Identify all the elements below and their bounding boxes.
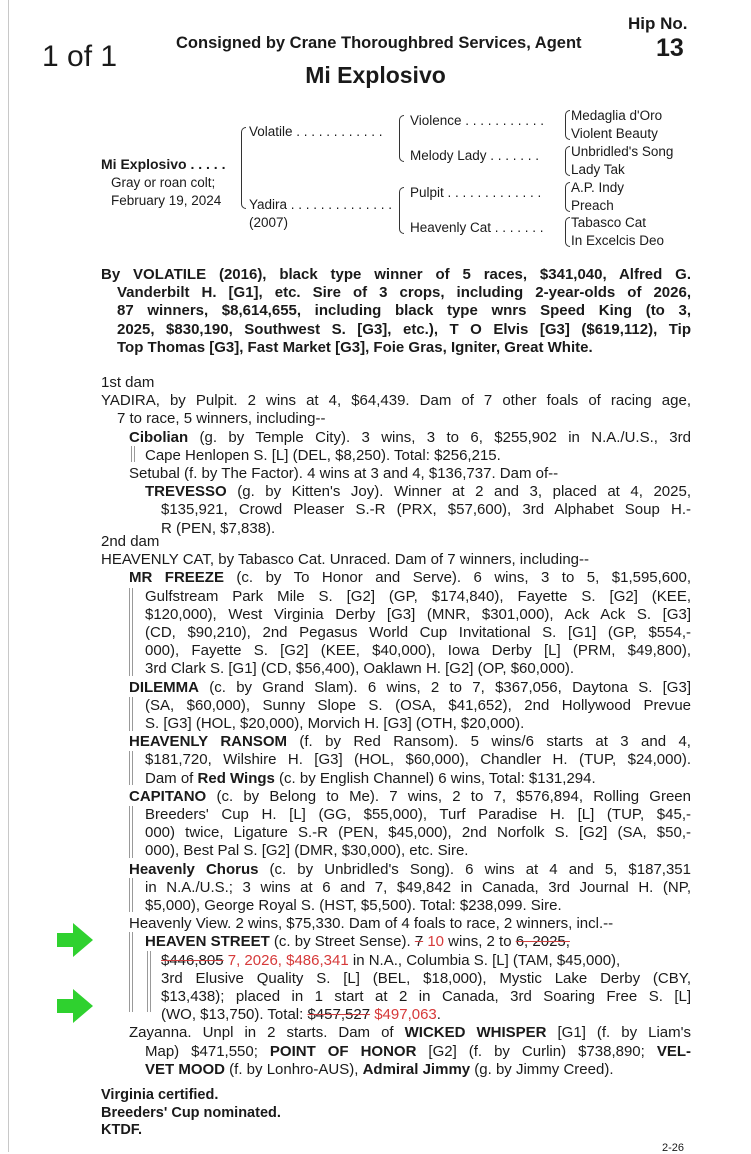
produce-text: (g. by Kitten's Joy). Winner at 2 and 3, placed at 4, 2025,: [226, 483, 691, 501]
updated-value: 10: [423, 933, 445, 951]
produce-text: (f. by Red Ransom). 5 wins/6 starts at 3 and 4,: [286, 733, 691, 751]
struck-value: $446,805: [161, 951, 224, 969]
produce-text-line: [101, 1043, 691, 1061]
produce-text-line: Cape Henlopen S. [L] (DEL, $8,250). Total: $256,215.: [145, 446, 501, 464]
produce-text: wins, 2 to: [444, 933, 516, 951]
arrow-right-icon: [57, 923, 93, 957]
horse-name: TREVESSO: [145, 483, 227, 501]
produce-text-line: Breeders' Cup H. [L] (GG, $55,000), Turf Paradise H. [L] (TUP, $45,-: [145, 806, 691, 824]
produce-text: (WO, $13,750). Total:: [161, 1006, 308, 1024]
pedigree-g6: Preach: [571, 198, 614, 213]
horse-name: VET MOOD: [145, 1060, 226, 1078]
produce-text-line: $13,438); placed in 1 start at 2 in Canada, 3rd Soaring Free S. [L]: [161, 988, 691, 1006]
produce-text: Map) $471,550;: [145, 1042, 270, 1060]
produce-text-line: $135,921, Crowd Pleaser S.-R (PRX, $57,600), 3rd Alphabet Soup H.-: [161, 501, 691, 519]
pedigree-sire-sire: Violence . . . . . . . . . . .: [410, 113, 545, 128]
updated-value: $497,063: [370, 1006, 437, 1024]
pedigree-brace-1: [241, 127, 246, 209]
produce-text: (g. by Temple City). 3 wins, 3 to 6, $255,902 in N.A./U.S., 3rd: [188, 428, 691, 446]
pedigree-dam: Yadira . . . . . . . . . . . . . .: [249, 197, 393, 212]
page-code: 2-26: [662, 1142, 685, 1154]
struck-value: 6, 2025,: [515, 933, 570, 951]
produce-text-line: [101, 1061, 691, 1079]
horse-name: CAPITANO: [129, 787, 207, 805]
pedigree-brace-5: [565, 146, 570, 176]
indent-bar: [129, 751, 133, 785]
produce-text: Zayanna. Unpl in 2 starts. Dam of: [129, 1024, 405, 1042]
produce-zayanna: [101, 1024, 691, 1042]
produce-heaven-street: [101, 933, 691, 951]
indent-bar: [147, 951, 151, 1012]
produce-text: (f. by Lonhro-AUS),: [225, 1060, 363, 1078]
footer-line: Virginia certified.: [101, 1087, 219, 1103]
sire-summary-line: By VOLATILE (2016), black type winner of 5 races, $341,040, Alfred G.: [101, 266, 691, 283]
page-left-border: [8, 0, 9, 1152]
first-dam-line: YADIRA, by Pulpit. 2 wins at 4, $64,439. Dam of 7 other foals of racing age,: [101, 392, 691, 410]
indent-bar: [131, 446, 135, 462]
produce-capitano: [101, 788, 691, 806]
produce-text-line: $120,000), West Virginia Derby [G3] (MNR, $301,000), Ack Ack S. [G3]: [145, 605, 691, 623]
produce-text-line: 3rd Elusive Quality S. [L] (BEL, $18,000), Mystic Lake Derby (CBY,: [161, 969, 691, 987]
produce-heavenly-chorus: [101, 861, 691, 879]
page-indicator: 1 of 1: [42, 40, 118, 73]
produce-text-line: 3rd Clark S. [G1] (CD, $56,400), Oaklawn H. [G2] (OP, $60,000).: [145, 660, 575, 678]
first-dam-heading: 1st dam: [101, 374, 155, 391]
pedigree-brace-3: [399, 187, 404, 234]
produce-heavenly-ransom: [101, 733, 691, 751]
horse-name: POINT OF HONOR: [269, 1042, 417, 1060]
horse-name: Cibolian: [129, 428, 189, 446]
footer-line: Breeders' Cup nominated.: [101, 1104, 281, 1121]
second-dam-section: [101, 533, 691, 1079]
first-dam-line: 7 to race, 5 winners, including--: [117, 410, 326, 428]
pedigree-brace-4: [565, 110, 570, 140]
sire-summary-line: Vanderbilt H. [G1], etc. Sire of 3 crops, including 2-year-olds of 2026,: [117, 284, 691, 302]
horse-name-title: Mi Explosivo: [305, 62, 446, 88]
pedigree-brace-7: [565, 217, 570, 247]
produce-text-line: [101, 952, 691, 970]
horse-name: VEL-: [656, 1042, 691, 1060]
pedigree-brace-6: [565, 182, 570, 212]
indent-bar: [129, 697, 133, 731]
pedigree-g3: Unbridled's Song: [571, 144, 674, 159]
consignor-line: Consigned by Crane Thoroughbred Services, Agent: [176, 34, 582, 52]
struck-value: 7: [414, 933, 424, 951]
sire-summary-line: 87 winners, $8,614,655, including black type wnrs Speed King (to 3,: [117, 302, 691, 320]
pedigree-brace-2: [399, 115, 404, 162]
horse-name: WICKED WHISPER: [404, 1024, 547, 1042]
produce-trevesso: [101, 483, 691, 501]
footer-line: KTDF.: [101, 1122, 143, 1138]
produce-text-line: $5,000), George Royal S. (HST, $5,500). Total: $238,099. Sire.: [145, 897, 562, 915]
produce-text-line: Gulfstream Park Mile S. [G2] (GP, $174,840), Fayette S. [G2] (KEE,: [145, 587, 691, 605]
first-dam-section: [101, 374, 691, 538]
produce-text-line: $181,720, Wilshire H. [G3] (HOL, $60,000), Chandler H. (TUP, $24,000).: [145, 751, 691, 769]
hip-label: Hip No.: [628, 14, 688, 33]
indent-bar: [129, 588, 133, 676]
produce-text-line: [101, 770, 691, 788]
pedigree-g1: Medaglia d'Oro: [571, 108, 663, 123]
pedigree-dam-year: (2007): [249, 215, 289, 230]
produce-text: .: [436, 1006, 441, 1024]
arrow-right-icon: [57, 989, 93, 1023]
produce-text-line: 000), Fayette S. [G2] (KEE, $40,000), Iowa Derby [L] (PRM, $49,800),: [145, 642, 691, 660]
produce-text: (c. by Street Sense).: [269, 933, 415, 951]
produce-heavenly-view: Heavenly View. 2 wins, $75,330. Dam of 4 foals to race, 2 winners, incl.--: [129, 915, 614, 933]
struck-value: $457,527: [307, 1006, 371, 1024]
produce-text: in N.A., Columbia S. [L] (TAM, $45,000),: [348, 951, 621, 969]
produce-text: [G2] (f. by Curlin) $738,890;: [416, 1042, 657, 1060]
horse-name: Admiral Jimmy: [362, 1060, 471, 1078]
sire-summary: [101, 266, 691, 357]
produce-setubal: Setubal (f. by The Factor). 4 wins at 3 and 4, $136,737. Dam of--: [129, 465, 559, 483]
produce-text: [G1] (f. by Liam's: [546, 1024, 691, 1042]
produce-text: (c. by Belong to Me). 7 wins, 2 to 7, $576,894, Rolling Green: [206, 787, 691, 805]
pedigree-subject-desc: Gray or roan colt;: [111, 175, 216, 190]
sire-summary-line: Top Thomas [G3], Fast Market [G3], Foie Gras, Igniter, Great White.: [117, 338, 593, 356]
updated-value: 7, 2026, $486,341: [223, 951, 349, 969]
sire-summary-line: 2025, $830,190, Southwest S. [G3], etc.), T O Elvis [G3] ($619,112), Tip: [117, 320, 691, 338]
horse-name: Red Wings: [197, 769, 275, 787]
produce-text: (c. by English Channel) 6 wins, Total: $131,294.: [274, 769, 596, 787]
produce-text-line: (CD, $90,210), 2nd Pegasus World Cup Invitational S. [G1] (GP, $554,-: [145, 624, 691, 642]
produce-text: (g. by Jimmy Creed).: [470, 1060, 614, 1078]
produce-dilemma: [101, 679, 691, 697]
pedigree-sire: Volatile . . . . . . . . . . . .: [249, 124, 383, 139]
second-dam-heading: 2nd dam: [101, 533, 160, 550]
pedigree-subject: Mi Explosivo . . . . .: [101, 156, 226, 172]
produce-text: Dam of: [145, 769, 198, 787]
horse-name: MR FREEZE: [129, 569, 224, 587]
hip-number: 13: [656, 34, 684, 62]
pedigree-g8: In Excelcis Deo: [571, 233, 665, 248]
produce-text-line: 000), Best Pal S. [G2] (DMR, $30,000), etc. Sire.: [145, 842, 469, 860]
produce-cibolian: [101, 429, 691, 447]
produce-text-line: in N.A./U.S.; 3 wins at 6 and 7, $49,842 in Canada, 3rd Journal H. (NP,: [145, 878, 691, 896]
pedigree-g7: Tabasco Cat: [571, 215, 647, 230]
produce-text-line: R (PEN, $7,838).: [161, 519, 276, 537]
horse-name: HEAVENLY RANSOM: [129, 733, 287, 751]
produce-text-line: 000) twice, Ligature S.-R (PEN, $45,000), 2nd Norfolk S. [G2] (SA, $50,-: [145, 824, 691, 842]
produce-text-line: [101, 1006, 691, 1024]
produce-text: (c. by To Honor and Serve). 6 wins, 3 to 5, $1,595,600,: [223, 569, 691, 587]
indent-bar: [129, 932, 133, 1012]
footer-notes: [101, 1087, 281, 1140]
pedigree-dam-dam: Heavenly Cat . . . . . . .: [410, 220, 544, 235]
pedigree-dam-sire: Pulpit . . . . . . . . . . . . .: [410, 185, 542, 200]
pedigree-g4: Lady Tak: [571, 162, 625, 177]
produce-mr-freeze: [101, 569, 691, 587]
horse-name: HEAVEN STREET: [145, 933, 270, 951]
produce-text: (c. by Grand Slam). 6 wins, 2 to 7, $367,056, Daytona S. [G3]: [199, 678, 691, 696]
second-dam-intro: HEAVENLY CAT, by Tabasco Cat. Unraced. Dam of 7 winners, including--: [101, 551, 589, 569]
horse-name: DILEMMA: [129, 678, 199, 696]
produce-text-line: S. [G3] (HOL, $20,000), Morvich H. [G3] (OTH, $20,000).: [145, 715, 525, 733]
indent-bar: [129, 878, 133, 912]
pedigree-g2: Violent Beauty: [571, 126, 658, 141]
pedigree-sire-dam: Melody Lady . . . . . . .: [410, 148, 540, 163]
produce-text: (c. by Unbridled's Song). 6 wins at 4 and 5, $187,351: [258, 860, 691, 878]
horse-name: Heavenly Chorus: [129, 860, 259, 878]
indent-bar: [129, 806, 133, 858]
produce-text-line: (SA, $60,000), Sunny Slope S. (OSA, $41,652), 2nd Hollywood Prevue: [145, 696, 691, 714]
pedigree-foaled: February 19, 2024: [111, 193, 222, 208]
pedigree-g5: A.P. Indy: [571, 180, 625, 195]
